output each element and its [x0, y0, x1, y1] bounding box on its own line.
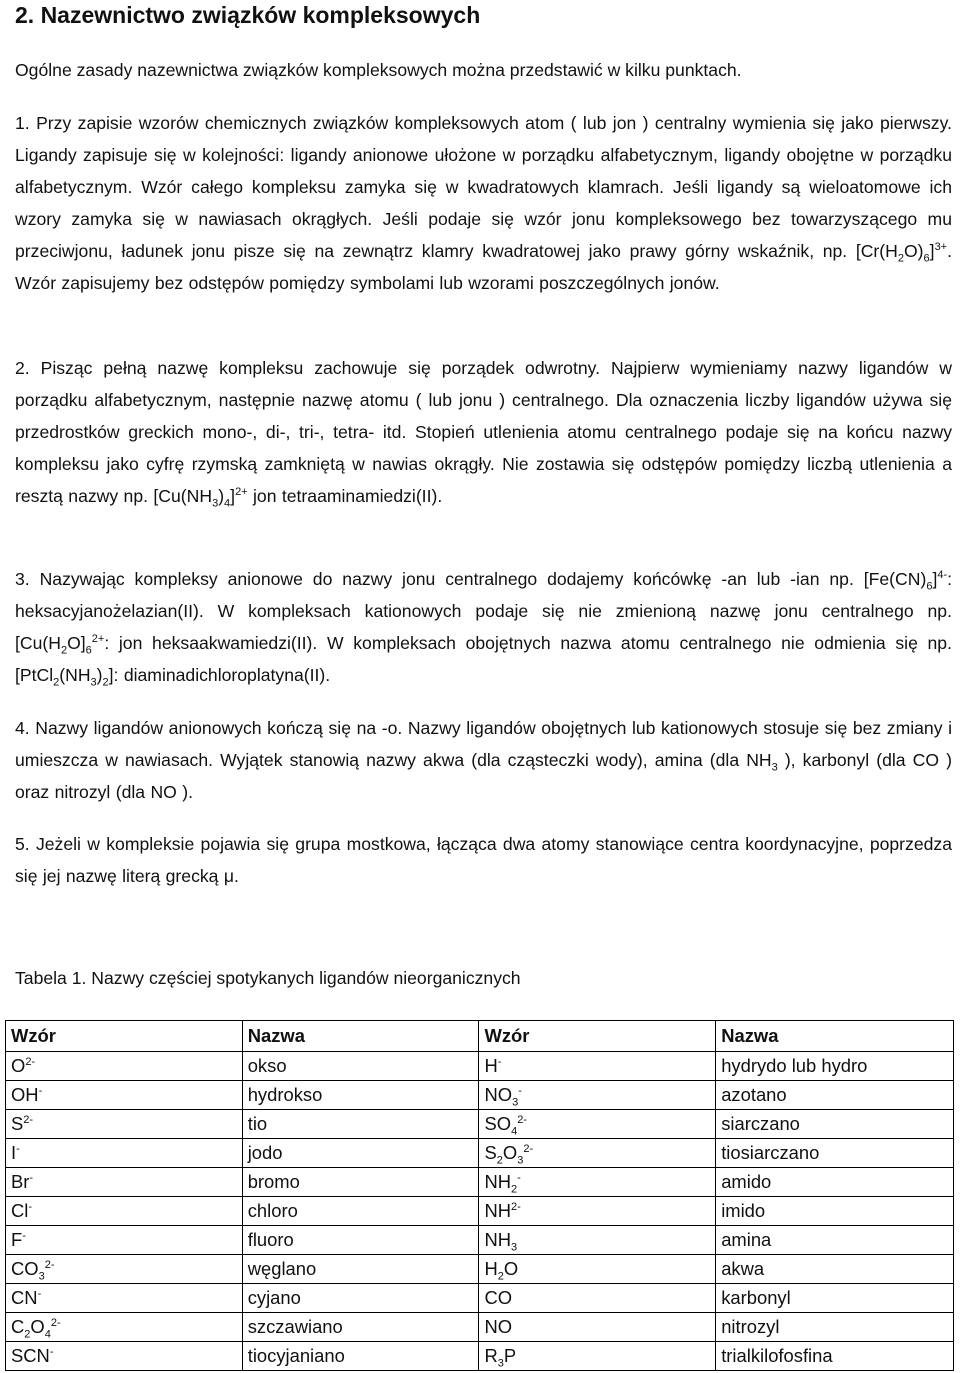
ligand-name-cell: siarczano — [716, 1110, 954, 1139]
formula-charge: - — [29, 1171, 34, 1184]
point-4: 4. Nazwy ligandów anionowych kończą się na -o. Nazwy ligandów obojętnych lub kationowych stosuje się bez zmiany i umieszcza w nawiasach. Wyjątek stanowią nazwy akwa (dla cząsteczki wody), amina (dla $NH_3$ ), karbonyl (dla CO ) oraz nitrozyl (dla NO ). — [15, 718, 952, 802]
formula-subscript: 2 — [511, 1183, 518, 1196]
ligand-name-cell: amina — [716, 1226, 954, 1255]
formula-text: O — [502, 1142, 518, 1163]
formula-text: C — [11, 1316, 25, 1337]
formula-text: NO — [484, 1084, 513, 1105]
ligand-name-cell: tiosiarczano — [716, 1139, 954, 1168]
formula-text: CO — [11, 1258, 39, 1279]
formula-subscript: 3 — [511, 1241, 518, 1254]
formula-charge: - — [497, 1055, 502, 1068]
formula-text: NO — [484, 1316, 513, 1337]
formula-cell — [479, 1313, 716, 1342]
formula-text: O — [11, 1055, 26, 1076]
formula-text: S — [11, 1113, 24, 1134]
table-row — [6, 1168, 954, 1197]
formula-text: I — [11, 1142, 17, 1163]
formula-charge: 2- — [523, 1142, 534, 1155]
formula-charge: - — [37, 1287, 42, 1300]
formula-charge: 2- — [511, 1200, 521, 1213]
ligand-table — [5, 1020, 954, 1371]
formula-text: NH — [484, 1200, 512, 1221]
formula-cell — [6, 1197, 243, 1226]
section-heading: 2. Nazewnictwo związków kompleksowych — [15, 2, 481, 28]
ligand-name-cell: tio — [242, 1110, 479, 1139]
formula-cell — [6, 1313, 243, 1342]
formula-text: H — [484, 1055, 498, 1076]
point-1: 1. Przy zapisie wzorów chemicznych związków kompleksowych atom ( lub jon ) centralny wymienia się jako pierwszy. Ligandy zapisuje się w kolejności: ligandy anionowe ułożone w porządku alfabetycznym, ligandy obojętne w porządku alfabetycznym. Wzór całego kompleksu zamyka się w kwadratowych klamrach. Jeśli ligandy są wieloatomowe ich wzory zamyka się w nawiasach okrągłych. Jeśli podaje się wzór jonu kompleksowego bez towarzyszącego mu przeciwjonu, ładunek jonu pisze się na zewnątrz klamry kwadratowej jako prawy górny wskaźnik, np. $[Cr(H_2O)_6]^{3+}$. Wzór zapisujemy bez odstępów pomiędzy symbolami lub wzorami poszczególnych jonów. — [15, 113, 952, 293]
formula-cell — [6, 1052, 243, 1081]
formula-cell — [6, 1226, 243, 1255]
table-row — [6, 1081, 954, 1110]
ligand-name-cell: hydrokso — [242, 1081, 479, 1110]
formula-subscript: 3 — [517, 1154, 524, 1167]
formula-subscript: 4 — [511, 1125, 518, 1138]
formula-cell — [479, 1226, 716, 1255]
table-row — [6, 1139, 954, 1168]
point-5: 5. Jeżeli w kompleksie pojawia się grupa mostkowa, łącząca dwa atomy stanowiące centra koordynacyjne, poprzedza się jej nazwę literą grecką μ. — [15, 834, 952, 886]
header-formula-2: Wzór — [479, 1021, 716, 1052]
header-name-2: Nazwa — [716, 1021, 954, 1052]
formula-text: SCN — [11, 1345, 50, 1366]
formula-text: NH — [484, 1229, 512, 1250]
header-name-1: Nazwa — [242, 1021, 479, 1052]
formula-charge: - — [517, 1171, 521, 1184]
table-row — [6, 1052, 954, 1081]
formula-charge: 2- — [50, 1316, 61, 1329]
formula-cell — [6, 1081, 243, 1110]
ligand-name-cell: okso — [242, 1052, 479, 1081]
formula-subscript: 4 — [44, 1328, 51, 1341]
formula-cell — [6, 1342, 243, 1371]
ligand-name-cell: chloro — [242, 1197, 479, 1226]
formula-charge: 2- — [44, 1258, 55, 1271]
table-row — [6, 1342, 954, 1371]
formula-cell — [479, 1052, 716, 1081]
formula-charge: 2- — [517, 1113, 527, 1126]
ligand-name-cell: trialkilofosfina — [716, 1342, 954, 1371]
formula-subscript: 3 — [512, 1096, 519, 1109]
ligand-name-cell: nitrozyl — [716, 1313, 954, 1342]
formula-subscript: 3 — [497, 1357, 504, 1370]
formula-text: F — [11, 1229, 23, 1250]
formula-subscript: 3 — [38, 1270, 45, 1283]
formula-text: P — [503, 1345, 517, 1366]
formula-text: CN — [11, 1287, 38, 1308]
formula-cell — [479, 1110, 716, 1139]
formula-cell — [6, 1139, 243, 1168]
formula-text: O — [30, 1316, 45, 1337]
ligand-name-cell: węglano — [242, 1255, 479, 1284]
ligand-name-cell: jodo — [242, 1139, 479, 1168]
formula-text: Br — [11, 1171, 30, 1192]
formula-charge: - — [518, 1084, 522, 1097]
formula-text: H — [484, 1258, 498, 1279]
table-row — [6, 1284, 954, 1313]
formula-charge: - — [22, 1229, 26, 1242]
table-row — [6, 1226, 954, 1255]
ligand-name-cell: tiocyjaniano — [242, 1342, 479, 1371]
formula-cell — [479, 1081, 716, 1110]
point-3: 3. Nazywając kompleksy anionowe do nazwy jonu centralnego dodajemy końcówkę -an lub -ian np. $[Fe(CN)_6]^{4-}$: heksacyjanożelazian(II). W kompleksach kationowych podaje się nie zmienioną nazwę jonu centralnego $np.[Cu(H_2O]_6^{2+}$: jon heksaakwamiedzi(II). W kompleksach obojętnych nazwa atomu centralnego nie odmienia się np. $[PtCl_2(NH_3)_2]$: diaminadichloroplatyna(II). — [15, 569, 952, 689]
formula-charge: - — [16, 1142, 20, 1155]
ligand-name-cell: bromo — [242, 1168, 479, 1197]
formula-charge: - — [49, 1345, 54, 1358]
formula-subscript: 2 — [497, 1270, 504, 1283]
formula-subscript: 2 — [496, 1154, 503, 1167]
ligand-name-cell: szczawiano — [242, 1313, 479, 1342]
formula-text: Cl — [11, 1200, 29, 1221]
formula-text: CO — [484, 1287, 513, 1308]
formula-text: R — [484, 1345, 498, 1366]
intro-text: Ogólne zasady nazewnictwa związków kompleksowych można przedstawić w kilku punktach. — [15, 60, 742, 80]
formula-cell — [479, 1342, 716, 1371]
formula-cell — [6, 1110, 243, 1139]
formula-cell — [479, 1255, 716, 1284]
formula-charge: - — [28, 1200, 33, 1213]
ligand-name-cell: akwa — [716, 1255, 954, 1284]
point-2: 2. Pisząc pełną nazwę kompleksu zachowuje się porządek odwrotny. Najpierw wymieniamy nazwy ligandów w porządku alfabetycznym, następnie nazwę atomu ( lub jonu ) centralnego. Dla oznaczenia liczby ligandów używa się przedrostków greckich mono-, di-, tri-, tetra- itd. Stopień utlenienia atomu centralnego podaje się na końcu nazwy kompleksu jako cyfrę rzymską zamkniętą w nawias okrągły. Nie zostawia się odstępów pomiędzy liczbą utlenienia a resztą nazwy np. $[Cu(NH_3)_4]^{2+}$ jon tetraaminamiedzi(II). — [15, 358, 952, 510]
ligand-name-cell: karbonyl — [716, 1284, 954, 1313]
formula-text: SO — [484, 1113, 512, 1134]
table-header-row — [6, 1021, 954, 1052]
formula-charge: 2- — [25, 1055, 36, 1068]
formula-cell — [479, 1168, 716, 1197]
ligand-name-cell: cyjano — [242, 1284, 479, 1313]
ligand-name-cell: imido — [716, 1197, 954, 1226]
formula-charge: 2- — [23, 1113, 34, 1126]
formula-subscript: 2 — [24, 1328, 31, 1341]
ligand-name-cell: fluoro — [242, 1226, 479, 1255]
ligand-name-cell: hydrydo lub hydro — [716, 1052, 954, 1081]
formula-text: OH — [11, 1084, 39, 1105]
table-row — [6, 1197, 954, 1226]
header-formula-1: Wzór — [6, 1021, 243, 1052]
formula-text: S — [484, 1142, 497, 1163]
formula-text: O — [503, 1258, 519, 1279]
formula-text: NH — [484, 1171, 512, 1192]
formula-cell — [479, 1197, 716, 1226]
formula-cell — [479, 1284, 716, 1313]
table-row — [6, 1255, 954, 1284]
formula-cell — [6, 1255, 243, 1284]
table-caption: Tabela 1. Nazwy częściej spotykanych ligandów nieorganicznych — [15, 968, 521, 988]
formula-cell — [479, 1139, 716, 1168]
table-row — [6, 1110, 954, 1139]
table-row — [6, 1313, 954, 1342]
ligand-name-cell: azotano — [716, 1081, 954, 1110]
formula-charge: - — [38, 1084, 43, 1097]
formula-cell — [6, 1168, 243, 1197]
formula-cell — [6, 1284, 243, 1313]
ligand-name-cell: amido — [716, 1168, 954, 1197]
